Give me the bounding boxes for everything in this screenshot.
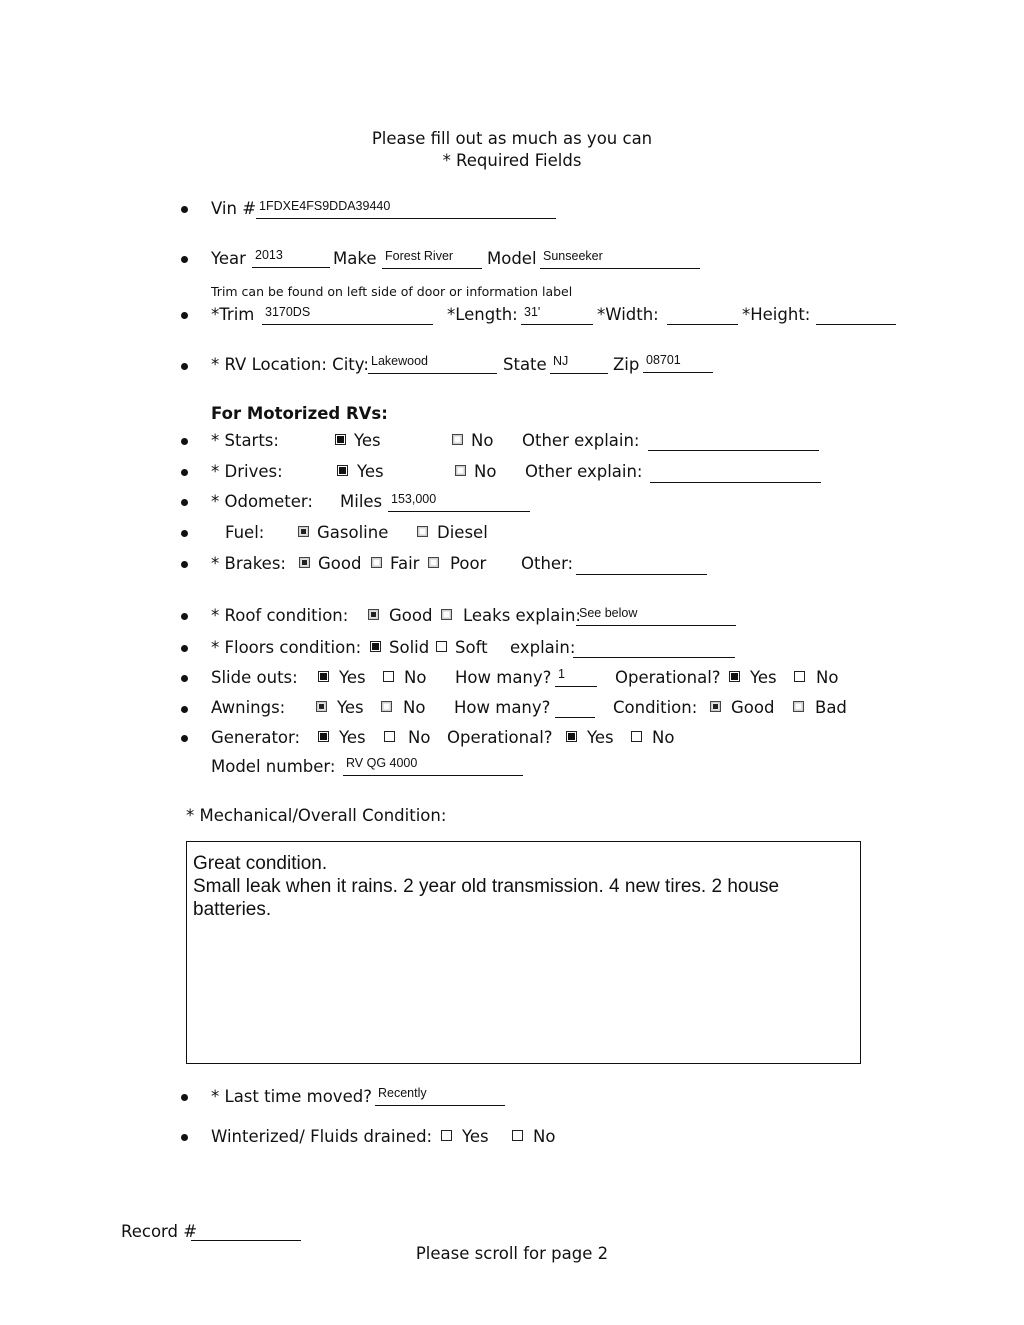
record-field[interactable] — [191, 1221, 301, 1241]
record-label: Record # — [121, 1222, 198, 1241]
width-field[interactable] — [667, 305, 738, 325]
model-label: Model — [487, 249, 537, 268]
width-label: *Width: — [597, 305, 659, 324]
fuel-diesel-label: Diesel — [437, 523, 488, 542]
bullet — [181, 469, 188, 476]
slide-operational-yes-checkbox[interactable] — [729, 671, 740, 682]
awnings-how-many-label: How many? — [454, 698, 551, 717]
roof-good-checkbox[interactable] — [368, 609, 379, 620]
slide-how-many-label: How many? — [455, 668, 552, 687]
bullet — [181, 1134, 188, 1141]
bullet — [181, 312, 188, 319]
fuel-gasoline-label: Gasoline — [317, 523, 389, 542]
floors-explain-label: explain: — [510, 638, 576, 657]
mechanical-label: * Mechanical/Overall Condition: — [186, 806, 447, 825]
brakes-poor-checkbox[interactable] — [428, 557, 439, 568]
floors-explain-field[interactable] — [573, 638, 735, 658]
starts-other-label: Other explain: — [522, 431, 640, 450]
city-field[interactable]: Lakewood — [368, 354, 497, 374]
starts-other-field[interactable] — [648, 431, 819, 451]
header-line-1: Please fill out as much as you can — [371, 129, 653, 148]
winterized-yes-label: Yes — [462, 1127, 489, 1146]
year-field[interactable]: 2013 — [252, 248, 330, 268]
generator-operational-no-label: No — [652, 728, 675, 747]
bullet — [181, 206, 188, 213]
vin-label: Vin # — [211, 199, 257, 218]
awnings-bad-label: Bad — [815, 698, 847, 717]
awnings-yes-label: Yes — [337, 698, 364, 717]
winterized-no-checkbox[interactable] — [512, 1130, 523, 1141]
miles-label: Miles — [340, 492, 383, 511]
starts-label: * Starts: — [211, 431, 279, 450]
starts-no-label: No — [471, 431, 494, 450]
make-field[interactable]: Forest River — [382, 249, 482, 269]
bullet — [181, 735, 188, 742]
length-label: *Length: — [447, 305, 518, 324]
drives-yes-label: Yes — [357, 462, 384, 481]
height-label: *Height: — [742, 305, 811, 324]
brakes-other-field[interactable] — [576, 555, 707, 575]
state-field[interactable]: NJ — [550, 354, 608, 374]
slide-outs-label: Slide outs: — [211, 668, 298, 687]
slide-yes-checkbox[interactable] — [318, 671, 329, 682]
trim-label: *Trim — [211, 305, 255, 324]
zip-field[interactable]: 08701 — [643, 353, 713, 373]
year-label: Year — [211, 249, 246, 268]
awnings-good-label: Good — [731, 698, 775, 717]
model-number-label: Model number: — [211, 757, 336, 776]
awnings-count-field[interactable] — [555, 698, 595, 718]
odometer-label: * Odometer: — [211, 492, 313, 511]
last-moved-label: * Last time moved? — [211, 1087, 372, 1106]
bullet — [181, 499, 188, 506]
starts-yes-label: Yes — [354, 431, 381, 450]
starts-no-checkbox[interactable] — [452, 434, 463, 445]
slide-no-checkbox[interactable] — [383, 671, 394, 682]
slide-operational-label: Operational? — [615, 668, 721, 687]
bullet — [181, 613, 188, 620]
bullet — [181, 706, 188, 713]
bullet — [181, 530, 188, 537]
generator-yes-label: Yes — [339, 728, 366, 747]
drives-other-label: Other explain: — [525, 462, 643, 481]
awnings-no-label: No — [403, 698, 426, 717]
roof-leaks-label: Leaks explain: — [463, 606, 581, 625]
floors-solid-label: Solid — [389, 638, 430, 657]
drives-other-field[interactable] — [650, 463, 821, 483]
starts-yes-checkbox[interactable] — [335, 434, 346, 445]
model-field[interactable]: Sunseeker — [540, 249, 700, 269]
brakes-label: * Brakes: — [211, 554, 286, 573]
bullet — [181, 645, 188, 652]
drives-label: * Drives: — [211, 462, 283, 481]
scroll-note: Please scroll for page 2 — [415, 1244, 609, 1263]
generator-no-checkbox[interactable] — [384, 731, 395, 742]
bullet — [181, 363, 188, 370]
awnings-condition-label: Condition: — [613, 698, 698, 717]
brakes-poor-label: Poor — [450, 554, 487, 573]
bullet — [181, 561, 188, 568]
awnings-bad-checkbox[interactable] — [793, 701, 804, 712]
fuel-label: Fuel: — [225, 523, 265, 542]
motorized-heading: For Motorized RVs: — [211, 404, 388, 423]
last-moved-field[interactable]: Recently — [375, 1086, 505, 1106]
mechanical-condition-textarea[interactable]: Great condition. Small leak when it rains. 2 year old transmission. 4 new tires. 2 house batteries. — [186, 841, 861, 1064]
slide-operational-no-label: No — [816, 668, 839, 687]
drives-no-checkbox[interactable] — [455, 465, 466, 476]
floors-soft-label: Soft — [455, 638, 488, 657]
fuel-diesel-checkbox[interactable] — [417, 526, 428, 537]
trim-note: Trim can be found on left side of door or information label — [211, 284, 573, 299]
winterized-yes-checkbox[interactable] — [441, 1130, 452, 1141]
drives-yes-checkbox[interactable] — [337, 465, 348, 476]
zip-label: Zip — [613, 355, 640, 374]
slide-operational-yes-label: Yes — [750, 668, 777, 687]
bullet — [181, 438, 188, 445]
make-label: Make — [333, 249, 377, 268]
generator-operational-yes-checkbox[interactable] — [566, 731, 577, 742]
awnings-label: Awnings: — [211, 698, 286, 717]
slide-operational-no-checkbox[interactable] — [794, 671, 805, 682]
miles-field[interactable]: 153,000 — [388, 492, 530, 512]
bullet — [181, 256, 188, 263]
roof-good-label: Good — [389, 606, 433, 625]
brakes-fair-checkbox[interactable] — [371, 557, 382, 568]
generator-operational-label: Operational? — [447, 728, 553, 747]
roof-label: * Roof condition: — [211, 606, 349, 625]
vin-field[interactable]: 1FDXE4FS9DDA39440 — [256, 199, 556, 219]
slide-count-field[interactable]: 1 — [555, 667, 597, 687]
generator-operational-no-checkbox[interactable] — [631, 731, 642, 742]
awnings-yes-checkbox[interactable] — [316, 701, 327, 712]
generator-no-label: No — [408, 728, 431, 747]
slide-no-label: No — [404, 668, 427, 687]
location-city-label: * RV Location: City: — [211, 355, 369, 374]
length-field[interactable]: 31' — [521, 305, 593, 325]
winterized-no-label: No — [533, 1127, 556, 1146]
bullet — [181, 1094, 188, 1101]
brakes-good-label: Good — [318, 554, 362, 573]
winterized-label: Winterized/ Fluids drained: — [211, 1127, 433, 1146]
bullet — [181, 675, 188, 682]
brakes-fair-label: Fair — [390, 554, 420, 573]
awnings-no-checkbox[interactable] — [381, 701, 392, 712]
slide-yes-label: Yes — [339, 668, 366, 687]
floors-label: * Floors condition: — [211, 638, 362, 657]
generator-label: Generator: — [211, 728, 301, 747]
drives-no-label: No — [474, 462, 497, 481]
generator-yes-checkbox[interactable] — [318, 731, 329, 742]
trim-field[interactable]: 3170DS — [262, 305, 433, 325]
brakes-other-label: Other: — [521, 554, 574, 573]
header-line-2: * Required Fields — [442, 151, 582, 170]
floors-solid-checkbox[interactable] — [370, 641, 381, 652]
roof-explain-field[interactable]: See below — [576, 606, 736, 626]
roof-leaks-checkbox[interactable] — [441, 609, 452, 620]
floors-soft-checkbox[interactable] — [436, 641, 447, 652]
brakes-good-checkbox[interactable] — [299, 557, 310, 568]
height-field[interactable] — [816, 305, 896, 325]
awnings-good-checkbox[interactable] — [710, 701, 721, 712]
generator-operational-yes-label: Yes — [587, 728, 614, 747]
state-label: State — [503, 355, 547, 374]
model-number-field[interactable]: RV QG 4000 — [343, 756, 523, 776]
fuel-gasoline-checkbox[interactable] — [298, 526, 309, 537]
